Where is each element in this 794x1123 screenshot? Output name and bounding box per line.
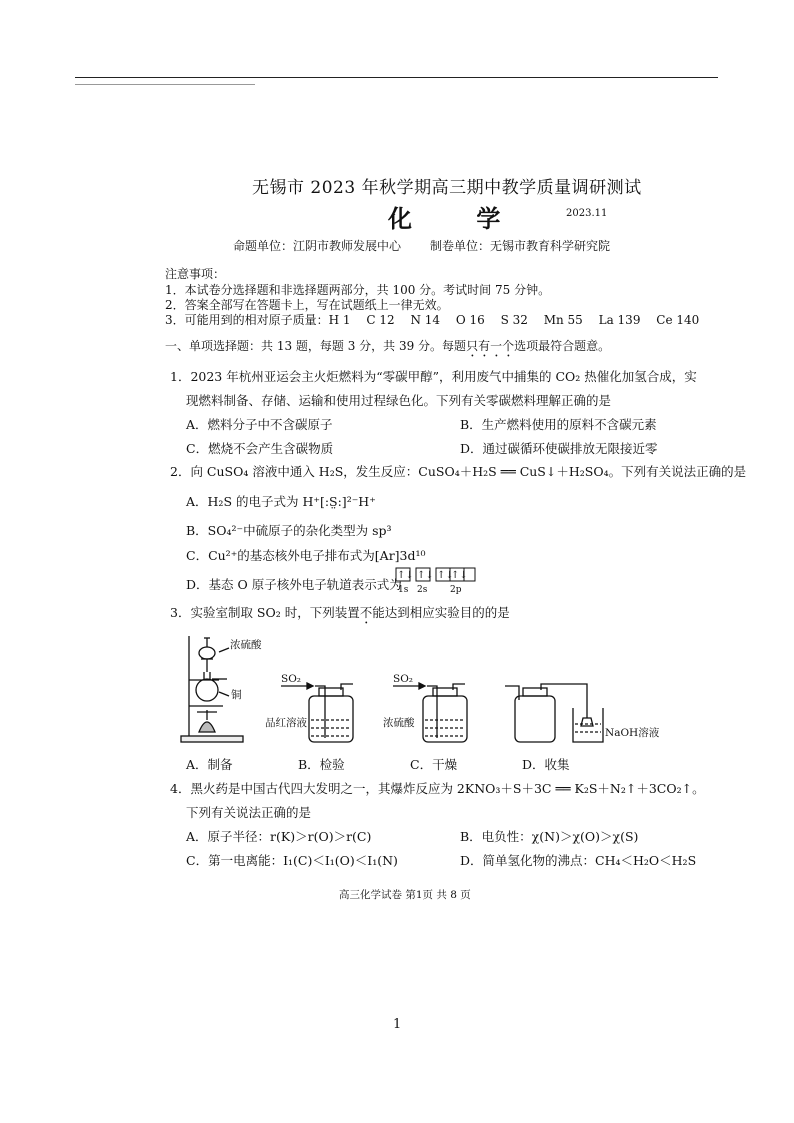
notice-item-3: 3．可能用到的相对原子质量：H 1 C 12 N 14 O 16 S 32 Mn 55 La 139 Ce 140	[165, 313, 700, 327]
q3-option-b: B．检验	[298, 757, 345, 772]
q1-option-c: C．燃烧不会产生含碳物质	[186, 441, 334, 456]
label-naoh: NaOH溶液	[605, 727, 660, 739]
section-heading-pre: 一、单项选择题：共 13 题，每题 3 分，共 39 分。每题	[165, 339, 467, 353]
orbital-arrows-2p-1: ↑↓	[437, 570, 454, 581]
q1-option-d: D．通过碳循环使碳排放无限接近零	[460, 441, 658, 456]
q4-option-d: D．简单氢化物的沸点：CH₄＜H₂O＜H₂S	[460, 853, 697, 868]
page-number: 1	[393, 1017, 402, 1032]
label-so2-c: SO₂	[393, 673, 414, 685]
q1-stem-line2: 现燃料制备、存储、运输和使用过程绿色化。下列有关零碳燃料理解正确的是	[186, 393, 612, 408]
q2-option-d: D．基态 O 原子核外电子轨道表示式为	[186, 577, 402, 592]
top-rule	[75, 77, 718, 78]
orbital-label-2p: 2p	[450, 585, 462, 595]
q4-option-c: C．第一电离能：I₁(C)＜I₁(O)＜I₁(N)	[186, 853, 398, 868]
orbital-arrows-2p-2: ↑↓	[451, 570, 468, 581]
top-rule-short	[75, 84, 255, 85]
section-heading-emphasis: 只有一个	[466, 339, 515, 353]
label-so2-b: SO₂	[281, 673, 302, 685]
orbital-label-2s: 2s	[417, 585, 428, 595]
orbital-diagram	[395, 566, 477, 596]
q2-option-a: A．H₂S 的电子式为 H⁺[:S̤:]²⁻H⁺	[186, 494, 376, 509]
orbital-arrows-2s: ↑↓	[417, 570, 434, 581]
q1-stem-line1: 1．2023 年杭州亚运会主火炬燃料为“零碳甲醇”，利用废气中捕集的 CO₂ 热催化加氢合成，实	[170, 369, 697, 384]
producer: 制卷单位：无锡市教育科学研究院	[430, 239, 611, 253]
q2-option-c: C．Cu²⁺的基态核外电子排布式为[Ar]3d¹⁰	[186, 548, 426, 563]
q3-stem	[170, 603, 510, 627]
notice-heading: 注意事项：	[165, 267, 226, 281]
q3-option-a: A．制备	[186, 757, 233, 772]
section-heading	[165, 337, 610, 360]
label-concentrated-acid: 浓硫酸	[230, 639, 262, 651]
q3-stem-emphasis: 不	[359, 605, 373, 620]
apparatus-d	[505, 684, 603, 742]
orbital-arrows-1s: ↑↓	[397, 570, 414, 581]
section-heading-post: 选项最符合题意。	[514, 339, 611, 353]
apparatus-figure	[175, 630, 675, 750]
subject-title: 化 学	[388, 204, 529, 233]
apparatus-c	[393, 683, 467, 742]
notice-item-1: 1．本试卷分选择题和非选择题两部分，共 100 分。考试时间 75 分钟。	[165, 283, 551, 297]
q3-option-c: C．干燥	[410, 757, 458, 772]
orbital-label-1s: 1s	[398, 585, 409, 595]
notice-item-2: 2．答案全部写在答题卡上，写在试题纸上一律无效。	[165, 298, 449, 312]
q4-option-b: B．电负性：χ(N)＞χ(O)＞χ(S)	[460, 829, 639, 844]
q1-option-b: B．生产燃料使用的原料不含碳元素	[460, 417, 657, 432]
exam-date: 2023.11	[566, 208, 608, 219]
exam-title: 无锡市 2023 年秋学期高三期中教学质量调研测试	[252, 178, 642, 198]
label-pinhong: 品红溶液	[265, 717, 307, 729]
q4-stem-line1: 4．黑火药是中国古代四大发明之一，其爆炸反应为 2KNO₃＋S＋3C ══ K₂S＋N₂↑＋3CO₂↑。	[170, 781, 705, 796]
label-h2so4: 浓硫酸	[383, 717, 415, 729]
q4-stem-line2: 下列有关说法正确的是	[186, 805, 312, 820]
q3-option-d: D．收集	[522, 757, 570, 772]
q4-option-a: A．原子半径：r(K)＞r(O)＞r(C)	[186, 829, 372, 844]
q2-stem: 2．向 CuSO₄ 溶液中通入 H₂S，发生反应：CuSO₄＋H₂S ══ CuS↓＋H₂SO₄。下列有关说法正确的是	[170, 464, 747, 479]
q1-option-a: A．燃料分子中不含碳原子	[186, 417, 333, 432]
label-copper: 铜	[231, 689, 242, 701]
q2-option-b: B．SO₄²⁻中硫原子的杂化类型为 sp³	[186, 523, 392, 538]
q3-stem-post: 能达到相应实验目的的是	[372, 605, 510, 620]
page-footer: 高三化学试卷 第1页 共 8 页	[339, 889, 471, 901]
apparatus-b	[281, 683, 353, 742]
organizer: 命题单位：江阴市教师发展中心	[233, 239, 402, 253]
q3-stem-pre: 3．实验室制取 SO₂ 时，下列装置	[170, 605, 360, 620]
